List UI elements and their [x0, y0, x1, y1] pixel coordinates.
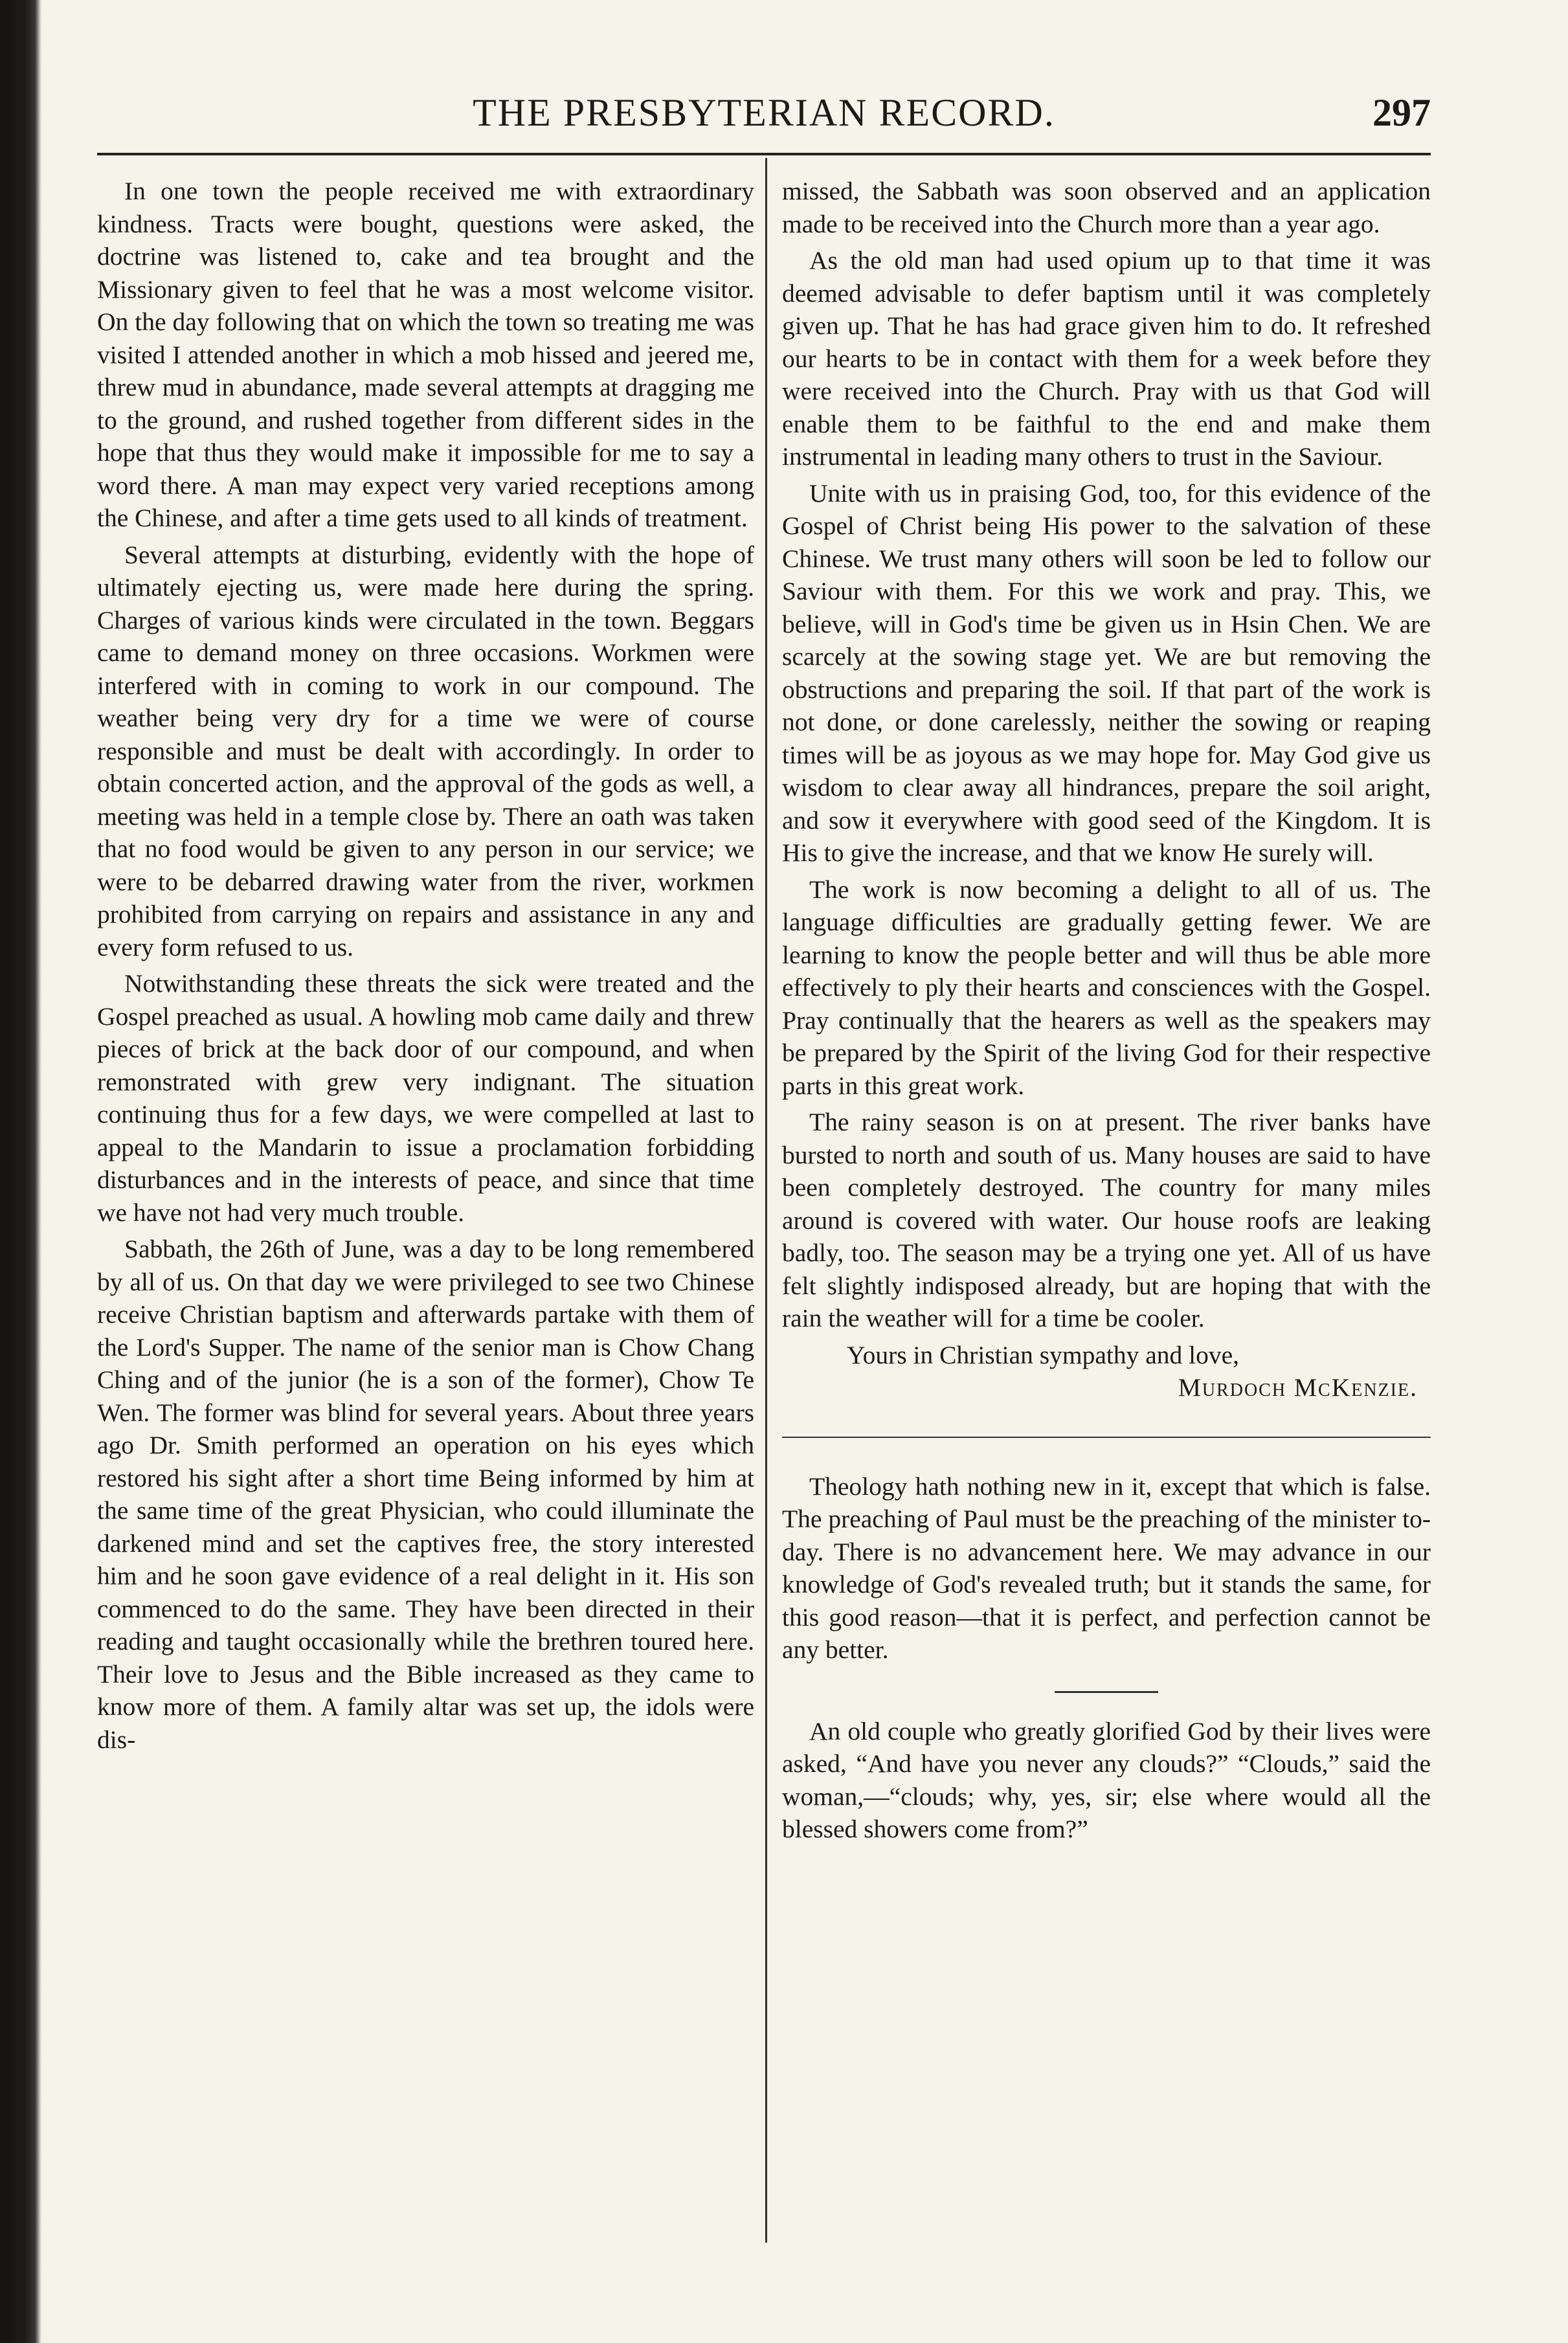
- section-rule: [782, 1437, 1431, 1438]
- letter-signature: Murdoch McKenzie.: [1178, 1373, 1418, 1402]
- paragraph-anecdote: An old couple who greatly glorified God by their lives were asked, “And have you never any clouds?” “Clouds,” said the woman,—“clouds; why, yes, sir; else where would all the blessed showers come from?”: [782, 1716, 1431, 1843]
- column-divider: [765, 158, 767, 2243]
- paragraph-theology: Theology hath nothing new in it, except that which is false. The preaching of Paul must be the preaching of the minister to-day. There is no advancement here. We may advance in our knowledge of God's revealed truth; but it stands the same, for this good reason—that it is perfect, and perfection cannot be any better.: [782, 1472, 1431, 1664]
- letter-closing: Yours in Christian sympathy and love,: [847, 1340, 1240, 1369]
- paragraph-praise: Unite with us in praising God, too, for this evidence of the Gospel of Christ being His power to the salvation of these Chinese. We trust many others will soon be led to follow our Saviour with them. For this we work and pray. This, we believe, will in God's time be given us in Hsin Chen. We are scarcely at the sowing stage yet. We are but removing the obstructions and preparing the soil. If that part of the work is not done, or done carelessly, neither the sowing or reaping times will be as joyous as we may hope for. May God give us wisdom to clear away all hindrances, prepare the soil aright, and sow it everywhere with good seed of the Kingdom. It is His to give the increase, and that we know He surely will.: [782, 478, 1431, 867]
- paragraph-threats: Notwithstanding these threats the sick were treated and the Gospel preached as usual. A howling mob came daily and threw pieces of brick at the back door of our compound, and when remonstrated with grew very indignant. The situation continuing thus for a few days, we were compelled at last to appeal to the Mandarin to issue a proclamation forbidding disturbances and in the interests of peace, and since that time we have not had very much trouble.: [97, 969, 754, 1227]
- paragraph-baptism: Sabbath, the 26th of June, was a day to be long remembered by all of us. On that day we were privileged to see two Chinese receive Christian baptism and afterwards partake with them of the Lord's Supper. The name of the senior man is Chow Chang Ching and of the junior (he is a son of the former), Chow Te Wen. The former was blind for several years. About three years ago Dr. Smith performed an operation on his eyes which restored his sight after a short time Being informed by him at the same time of the great Physician, who could illuminate the darkened mind and set the captives free, the story interested him and he soon gave evidence of a real delight in it. His son commenced to do the same. They have been directed in their reading and taught occasionally while the brethren toured here. Their love to Jesus and the Bible increased as they came to know more of them. A family altar was set up, the idols were dis-: [97, 1235, 754, 1754]
- paragraph-town-reception: In one town the people received me with extraordinary kindness. Tracts were bought, questions were asked, the doctrine was listened to, cake and tea brought and the Missionary given to feel that he was a most welcome visitor. On the day following that on which the town so treating me was visited I attended another in which a mob hissed and jeered me, threw mud in abundance, made several attempts at dragging me to the ground, and rushed together from different sides in the hope that thus they would make it impossible for me to say a word there. A man may expect very varied receptions among the Chinese, and after a time gets used to all kinds of treatment.: [97, 177, 754, 532]
- header-rule: [97, 153, 1431, 155]
- paragraph-rainy-season: The rainy season is on at present. The river banks have bursted to north and south of us. Many houses are said to have been completely destroyed. The country for many miles around is covered with water. Our house roofs are leaking badly, too. The season may be a trying one yet. All of us have felt slightly indisposed already, but are hoping that with the rain the weather will for a time be cooler.: [782, 1108, 1431, 1332]
- paragraph-opium: As the old man had used opium up to that time it was deemed advisable to defer baptism until it was completely given up. That he has had grace given him to do. It refreshed our hearts to be in contact with them for a week before they were received into the Church. Pray with us that God will enable them to be faithful to the end and make them instrumental in leading many others to trust in the Saviour.: [782, 246, 1431, 471]
- paragraph-continuation: missed, the Sabbath was soon observed and an application made to be received into the Church more than a year ago.: [782, 177, 1431, 238]
- right-column: [782, 175, 1431, 1850]
- page-number: 297: [1372, 91, 1431, 134]
- journal-title: THE PRESBYTERIAN RECORD.: [473, 91, 1055, 134]
- paragraph-disturbances: Several attempts at disturbing, evidently with the hope of ultimately ejecting us, were made here during the spring. Charges of various kinds were circulated in the town. Beggars came to demand money on three occasions. Workmen were interfered with in coming to work in our compound. The weather being very dry for a time we were of course responsible and must be dealt with accordingly. In order to obtain concerted action, and the approval of the gods as well, a meeting was held in a temple close by. There an oath was taken that no food would be given to any person in our service; we were to be debarred drawing water from the river, workmen prohibited from carrying on repairs and assistance in any and every form refused to us.: [97, 540, 754, 961]
- binding-shadow: [0, 0, 41, 2343]
- running-head: [97, 91, 1431, 149]
- short-rule: [1055, 1691, 1158, 1693]
- paragraph-work-delight: The work is now becoming a delight to all of us. The language difficulties are gradually getting fewer. We are learning to know the people better and will thus be able more effectively to ply their hearts and consciences with the Gospel. Pray continually that the hearers as well as the speakers may be prepared by the Spirit of the living God for their respective parts in this great work.: [782, 875, 1431, 1100]
- left-column: [97, 175, 754, 1760]
